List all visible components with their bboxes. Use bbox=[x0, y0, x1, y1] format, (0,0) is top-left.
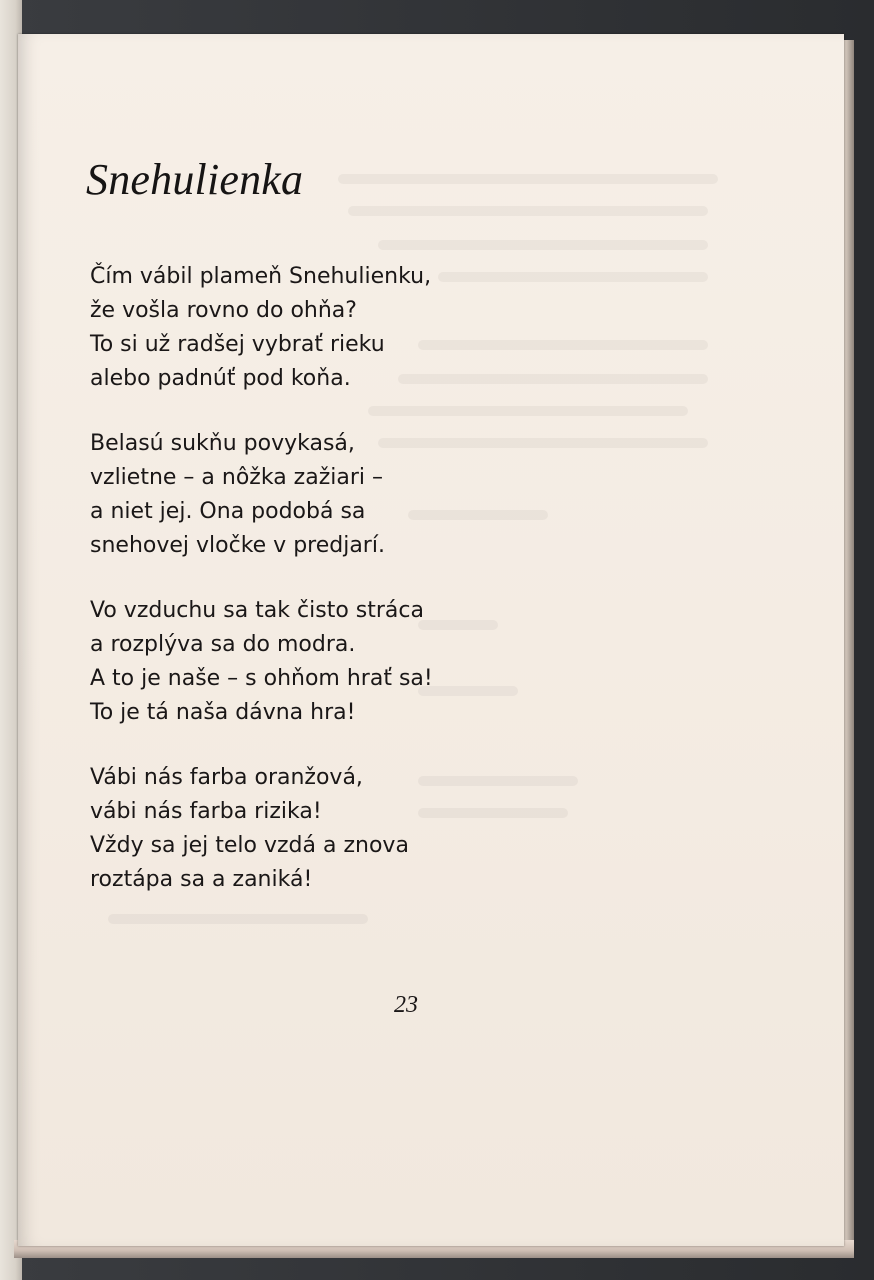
poem-body bbox=[90, 260, 550, 928]
poem-line: vzlietne – a nôžka zažiari – bbox=[90, 465, 383, 490]
poem-line: Čím vábil plameň Snehulienku, bbox=[90, 264, 432, 289]
poem-line: A to je naše – s ohňom hrať sa! bbox=[90, 666, 433, 691]
show-through-line bbox=[338, 174, 718, 184]
poem-line: alebo padnúť pod koňa. bbox=[90, 366, 351, 391]
poem-line: Vždy sa jej telo vzdá a znova bbox=[90, 833, 409, 858]
show-through-line bbox=[348, 206, 708, 216]
poem-line: To si už radšej vybrať rieku bbox=[90, 332, 385, 357]
poem-line: roztápa sa a zaniká! bbox=[90, 867, 313, 892]
poem-line: To je tá naša dávna hra! bbox=[90, 700, 356, 725]
poem-line: Vábi nás farba oranžová, bbox=[90, 765, 363, 790]
poem-line: Belasú sukňu povykasá, bbox=[90, 431, 355, 456]
page-number: 23 bbox=[394, 992, 418, 1018]
stanza bbox=[90, 260, 550, 396]
stanza bbox=[90, 427, 550, 563]
stanza bbox=[90, 594, 550, 730]
poem-line: vábi nás farba rizika! bbox=[90, 799, 322, 824]
poem-line: a rozplýva sa do modra. bbox=[90, 632, 356, 657]
poem-line: snehovej vločke v predjarí. bbox=[90, 533, 385, 558]
poem-line: a niet jej. Ona podobá sa bbox=[90, 499, 366, 524]
book-page bbox=[18, 34, 844, 1246]
poem-line: Vo vzduchu sa tak čisto stráca bbox=[90, 598, 424, 623]
poem-line: že vošla rovno do ohňa? bbox=[90, 298, 357, 323]
poem-title: Snehulienka bbox=[86, 155, 304, 204]
stanza bbox=[90, 761, 550, 897]
show-through-line bbox=[378, 240, 708, 250]
